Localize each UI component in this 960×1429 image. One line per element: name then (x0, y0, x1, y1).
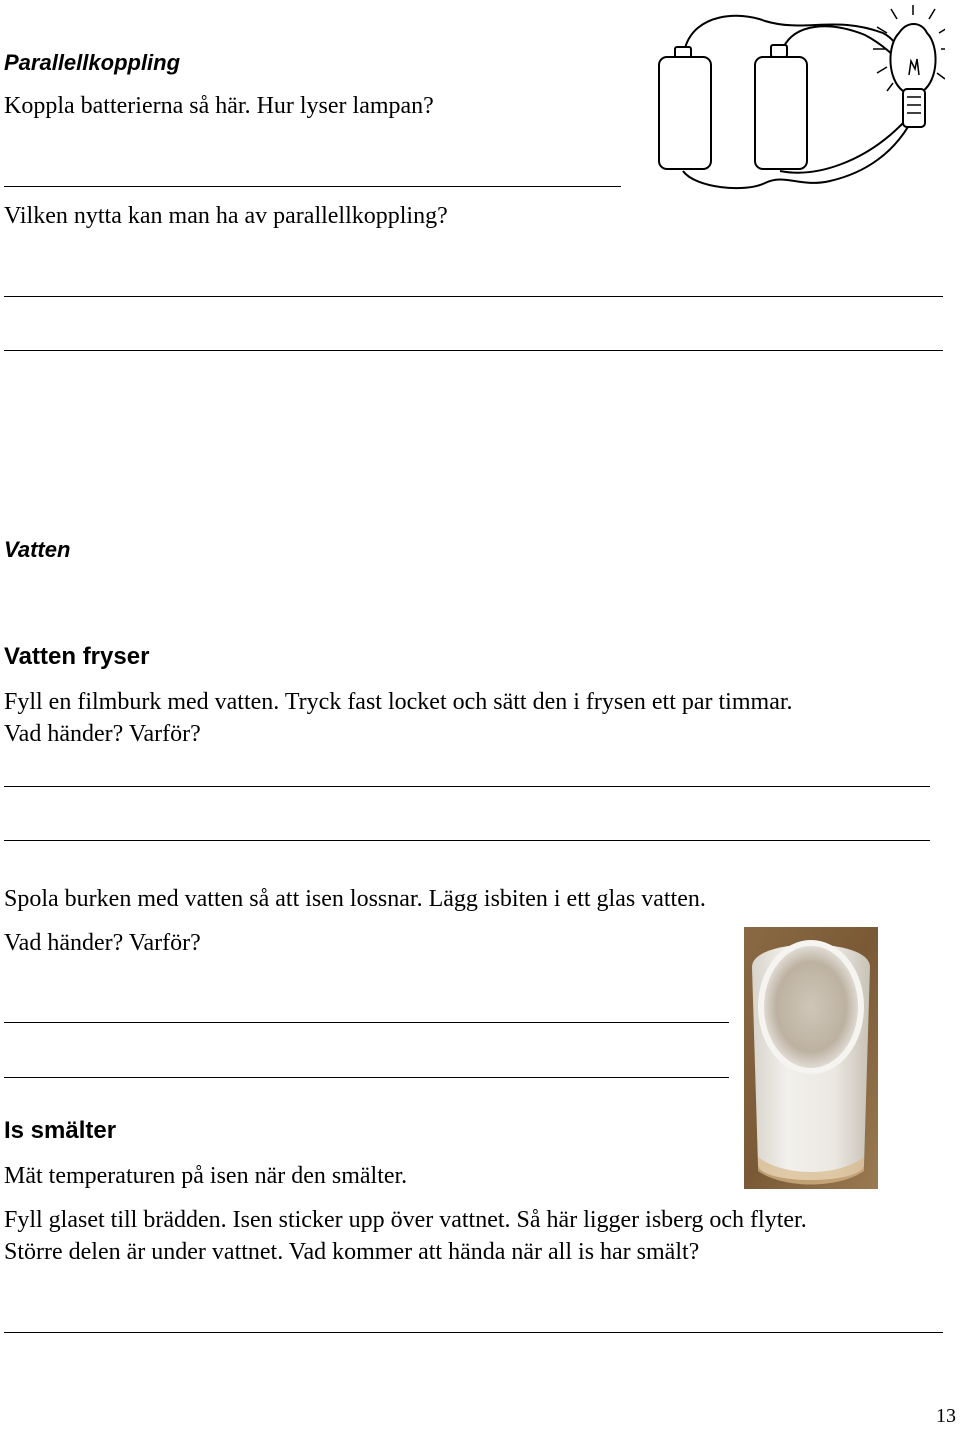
section-title-parallellkoppling: Parallellkoppling (4, 50, 181, 75)
answer-line (4, 296, 943, 297)
ice-cube-photo (744, 927, 878, 1189)
answer-line (4, 786, 930, 787)
battery-terminal (771, 45, 787, 57)
parallel-instruction: Koppla batterierna så här. Hur lyser lampan? (4, 93, 434, 119)
answer-line (4, 186, 621, 187)
answer-line (4, 1332, 943, 1333)
subsection-title-vatten-fryser: Vatten fryser (4, 643, 150, 670)
page-number: 13 (936, 1405, 956, 1427)
section-title-vatten: Vatten (4, 537, 71, 562)
parallel-circuit-illustration (655, 3, 945, 191)
fryser-instruction: Fyll en filmburk med vatten. Tryck fast locket och sätt den i frysen ett par timmar. (4, 689, 793, 715)
subsection-title-is-smalter: Is smälter (4, 1117, 117, 1144)
battery-2 (755, 57, 807, 169)
spola-question: Vad händer? Varför? (4, 930, 201, 956)
fryser-question: Vad händer? Varför? (4, 721, 201, 747)
parallel-question: Vilken nytta kan man ha av parallellkoppling? (4, 203, 448, 229)
answer-line (4, 350, 943, 351)
smalter-instruction: Mät temperaturen på isen när den smälter. (4, 1163, 408, 1189)
battery-1 (659, 57, 711, 169)
spola-instruction: Spola burken med vatten så att isen lossnar. Lägg isbiten i ett glas vatten. (4, 886, 706, 912)
bulb-glass (890, 24, 935, 91)
answer-line (4, 1022, 729, 1023)
smalter-question: Större delen är under vattnet. Vad kommer att hända när all is har smält? (4, 1239, 700, 1265)
smalter-text-1: Fyll glaset till brädden. Isen sticker upp över vattnet. Så här ligger isberg och flyter. (4, 1207, 807, 1233)
answer-line (4, 1077, 729, 1078)
answer-line (4, 840, 930, 841)
bulb-base (903, 89, 925, 127)
